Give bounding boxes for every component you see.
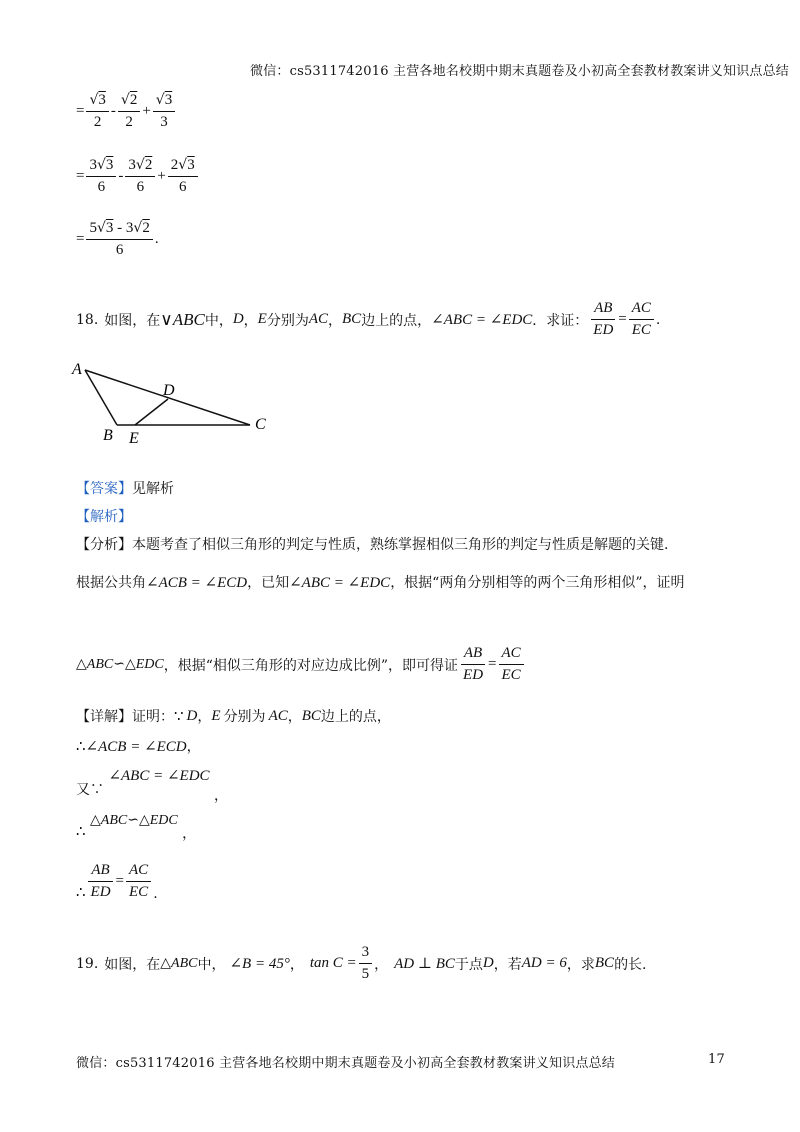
detail-line-3 <box>76 766 228 805</box>
answer-line <box>76 478 174 498</box>
angle-equation: ∠B = 45° <box>229 956 290 973</box>
text: 又∵ <box>76 782 104 798</box>
fraction: $\frac{3√2}{6}$ <box>125 157 155 197</box>
text: 分别为 <box>266 312 309 329</box>
triangle-label: ∨ABC <box>160 309 205 329</box>
point-label: D <box>232 311 244 328</box>
operator: + <box>157 168 166 185</box>
text: 的长. <box>614 956 647 973</box>
calc-line-3 <box>76 220 159 260</box>
question-number: 19. <box>76 955 99 972</box>
label-c: C <box>255 416 266 433</box>
text: ， <box>289 956 304 973</box>
fraction: $\frac{AB}{ED}$ <box>590 300 616 340</box>
fraction: $\frac{AB}{ED}$ <box>88 862 114 902</box>
operator: - <box>110 103 116 120</box>
text: 中， <box>204 312 233 329</box>
calc-line-2 <box>76 157 200 197</box>
text: ．求证： <box>532 312 589 329</box>
label-e: E <box>129 430 139 447</box>
fraction: $\frac{√3}{3}$ <box>153 92 175 132</box>
angle-equation: ∠ABC = ∠EDC <box>431 312 533 329</box>
operator: + <box>142 103 151 120</box>
segment-label: BC <box>594 955 615 972</box>
triangle-label: △ABC <box>160 956 198 972</box>
equals-sign: = <box>618 311 627 328</box>
segment-label: AC <box>308 311 329 328</box>
angle-equation: ∠ABC = ∠EDC <box>289 574 391 591</box>
point-label: D <box>186 707 198 724</box>
fraction: $\frac{3}{5}$ <box>359 944 373 984</box>
period: . <box>154 231 159 248</box>
text: 边上的点， <box>361 312 432 329</box>
perpendicular-statement: AD ⊥ BC <box>394 956 455 973</box>
calc-line-1 <box>76 92 177 132</box>
length-equation: AD = 6 <box>521 955 567 972</box>
text: ， <box>243 312 258 329</box>
fraction: $\frac{5√3 - 3√2}{6}$ <box>86 220 152 260</box>
text: 如图，在 <box>104 956 161 973</box>
detail-line-2 <box>76 736 201 756</box>
text: 边上的点， <box>320 709 391 725</box>
equals-sign: = <box>115 873 125 890</box>
fraction: $\frac{AB}{ED}$ <box>460 645 486 685</box>
equals-sign: = <box>76 168 85 185</box>
period: . <box>655 311 661 328</box>
fenxi-text: 本题考查了相似三角形的判定与性质，熟练掌握相似三角形的判定与性质是解题的关键. <box>132 537 669 553</box>
fraction: $\frac{AC}{EC}$ <box>126 862 151 902</box>
text: ， <box>182 826 197 842</box>
similarity-statement: △ABC∽△EDC <box>76 657 164 673</box>
point-label: E <box>257 311 267 328</box>
fenxi-label: 【分析】 <box>76 537 132 553</box>
text: ， <box>374 956 389 973</box>
page-footer: 微信：cs5311742016 主营各地名校期中期末真题卷及小初高全套教材教案讲义知识点总结 <box>76 1056 615 1071</box>
reason-line-1 <box>76 572 685 592</box>
text: ， <box>214 788 228 804</box>
text: ， <box>328 312 343 329</box>
segment-label: BC <box>301 707 321 724</box>
equals-sign: = <box>76 103 85 120</box>
text: ，根据“两角分别相等的两个三角形相似”，证明 <box>390 575 685 591</box>
segment-label: BC <box>342 311 362 328</box>
analysis-label: 【解析】 <box>76 509 132 525</box>
fraction: $\frac{√3}{2}$ <box>86 92 108 132</box>
segment-ed <box>135 399 168 425</box>
angle-equation: ∠ACB = ∠ECD <box>85 738 187 755</box>
detail-line-1 <box>76 706 391 726</box>
angle-equation: ∠ABC = ∠EDC <box>108 768 210 784</box>
page-number: 17 <box>708 1052 725 1067</box>
triangle-figure <box>60 355 290 450</box>
text: 中， <box>197 956 226 973</box>
label-d: D <box>163 382 175 399</box>
text: 于点 <box>454 956 483 973</box>
angle-equation: ∠ACB = ∠ECD <box>146 574 248 591</box>
page-header: 微信：cs5311742016 主营各地名校期中期末真题卷及小初高全套教材教案讲义知识点总结 <box>250 64 789 79</box>
fraction: $\frac{AC}{EC}$ <box>499 645 524 685</box>
text: ， <box>186 739 201 755</box>
therefore-symbol: ∴ <box>76 884 86 901</box>
answer-text: 见解析 <box>132 481 174 497</box>
fenxi-line <box>76 534 668 554</box>
segment-label: AC <box>268 707 288 724</box>
text: ， <box>197 709 212 725</box>
text: ，根据“相似三角形的对应边成比例”，即可得证 <box>163 657 459 674</box>
detail-label: 【详解】 <box>76 709 132 725</box>
equals-sign: = <box>488 656 497 673</box>
fraction: $\frac{3√3}{6}$ <box>86 157 116 197</box>
because-symbol: ∵ <box>174 708 184 725</box>
label-b: B <box>103 427 113 444</box>
text: 分别为 <box>223 709 266 725</box>
point-label: E <box>211 707 221 724</box>
therefore-symbol: ∴ <box>76 824 86 840</box>
period: . <box>153 885 158 902</box>
fraction: $\frac{√2}{2}$ <box>118 92 140 132</box>
question-number: 18. <box>76 311 99 328</box>
text: 如图，在 <box>104 312 161 329</box>
label-a: A <box>72 361 82 378</box>
fraction: $\frac{2√3}{6}$ <box>168 157 198 197</box>
answer-label: 【答案】 <box>76 481 132 497</box>
segment-ab <box>85 370 117 425</box>
text: ，求 <box>566 956 595 973</box>
text: ，若 <box>493 956 522 973</box>
detail-line-5 <box>76 862 158 902</box>
text: ， <box>287 709 302 725</box>
text: 证明： <box>132 709 174 725</box>
equals-sign: = <box>76 231 85 248</box>
fraction: $\frac{AC}{EC}$ <box>629 300 654 340</box>
text: ，已知 <box>247 575 290 591</box>
operator: - <box>118 168 124 185</box>
question-19 <box>76 944 647 984</box>
question-18 <box>76 300 660 340</box>
similarity-statement: △ABC∽△EDC <box>90 813 178 828</box>
detail-line-4 <box>76 812 196 843</box>
tan-expression: tan C = <box>309 955 357 972</box>
text: 根据公共角 <box>76 575 146 591</box>
therefore-symbol: ∴ <box>76 738 86 755</box>
point-label: D <box>482 955 494 972</box>
reason-line-2 <box>76 645 526 685</box>
